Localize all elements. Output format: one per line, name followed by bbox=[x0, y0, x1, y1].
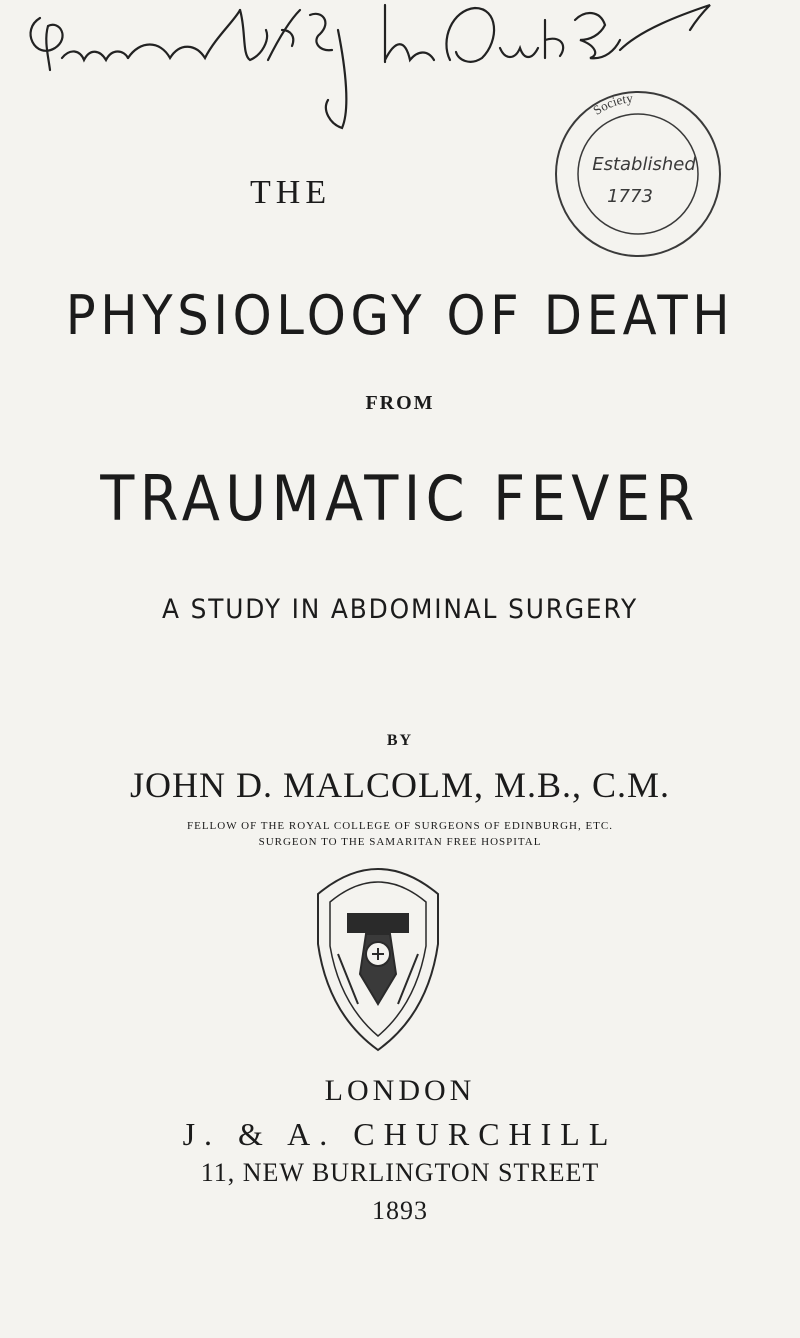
sub-title: TRAUMATIC FEVER bbox=[100, 462, 700, 535]
library-stamp-icon bbox=[548, 82, 728, 262]
title-the: THE bbox=[250, 174, 332, 211]
author-credential-1: FELLOW OF THE ROYAL COLLEGE OF SURGEONS OF EDINBURGH, ETC. bbox=[186, 820, 613, 832]
tagline: A STUDY IN ABDOMINAL SURGERY bbox=[162, 594, 638, 625]
imprint-place: LONDON bbox=[324, 1074, 476, 1107]
from-label: FROM bbox=[365, 392, 435, 414]
stamp-established: Established bbox=[592, 154, 696, 175]
author-name: JOHN D. MALCOLM, M.B., C.M. bbox=[129, 765, 671, 805]
main-title: PHYSIOLOGY OF DEATH bbox=[65, 284, 735, 347]
publisher-shield-icon bbox=[308, 854, 448, 1054]
imprint-year: 1893 bbox=[372, 1196, 428, 1225]
author-credential-2: SURGEON TO THE SAMARITAN FREE HOSPITAL bbox=[258, 836, 542, 848]
imprint-address: 11, NEW BURLINGTON STREET bbox=[200, 1158, 600, 1187]
stamp-year: 1773 bbox=[607, 186, 653, 207]
svg-text:Society: Society bbox=[590, 90, 634, 118]
imprint-publisher: J. & A. CHURCHILL bbox=[182, 1116, 618, 1152]
by-label: BY bbox=[386, 732, 414, 749]
